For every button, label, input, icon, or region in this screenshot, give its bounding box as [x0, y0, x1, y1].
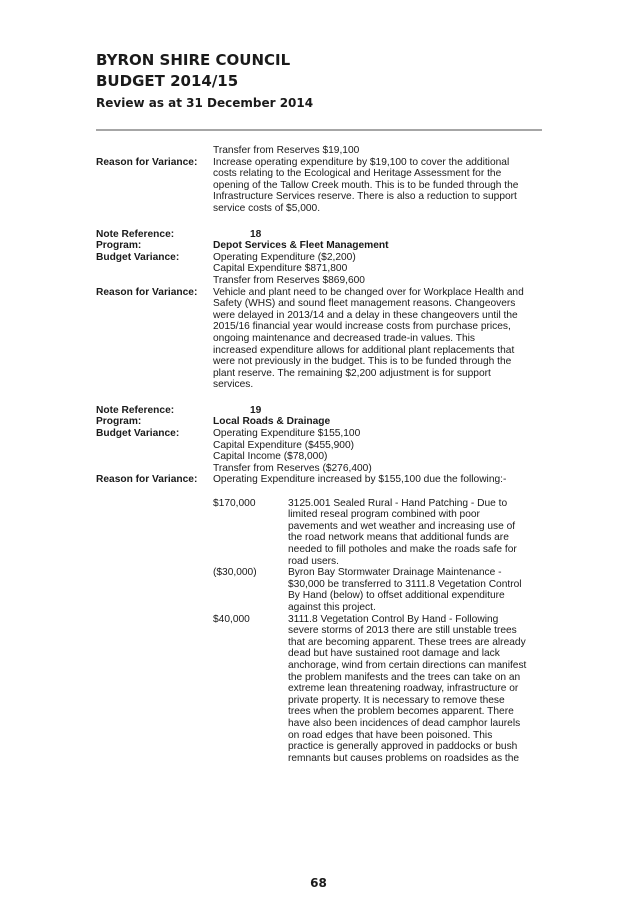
note19-reason-row	[96, 474, 546, 486]
note18-budget-row	[96, 252, 546, 287]
note18-program: Depot Services & Fleet Management	[213, 240, 389, 252]
council-title: BYRON SHIRE COUNCIL	[96, 51, 291, 69]
document-body	[96, 145, 546, 764]
item-amount: $170,000	[213, 497, 256, 509]
variance-items-list	[213, 498, 546, 765]
list-item	[213, 614, 546, 765]
document-header	[96, 50, 313, 112]
top-reason-row	[96, 157, 546, 215]
note18-program-row	[96, 240, 546, 252]
note19-program-row	[96, 416, 546, 428]
note18-reason: Vehicle and plant need to be changed over for Workplace Health and Safety (WHS) and sound fleet management reasons. Changeovers were delayed in 2013/14 and a delay in these changeovers until the 2015/16 financial year would increase costs from purchase prices, ongoing maintenance and decreased trade-in values. This increased expenditure allows for additional plant replacements that were not previously in the budget. This is to be funded through the plant reserve. The remaining $2,200 adjustment is for support services.	[213, 286, 524, 391]
reason-label: Reason for Variance:	[96, 286, 198, 298]
note18-reason-row	[96, 287, 546, 391]
header-divider	[96, 129, 542, 131]
top-reason-text: Increase operating expenditure by $19,100 to cover the additional costs relating to the Ecological and Heritage Assessment for the opening of the Tallow Creek mouth. This is to be funded through the Infrastructure Services reserve. There is also a reduction to support service costs of $5,000.	[213, 156, 519, 214]
note-reference-label: Note Reference:	[96, 404, 175, 416]
note19-reason: Operating Expenditure increased by $155,100 due the following:-	[213, 474, 507, 486]
item-description: 3111.8 Vegetation Control By Hand - Following severe storms of 2013 there are still unstable trees that are becoming apparent. These trees are already dead but have sustained root damage and lack anchorage, wind from certain directions can manifest the problem manifests and the trees can take on an extreme lean threatening roadway, infrastructure or private property. It is necessary to remove these trees when the problem becomes apparent. There have also been incidences of dead camphor laurels on road edges that have been poisoned. This practice is generally approved in paddocks or bush remnants but causes problems on roadsides as the	[288, 613, 527, 764]
item-amount: $40,000	[213, 613, 250, 625]
program-label: Program:	[96, 240, 142, 252]
note19-budget-variance: Operating Expenditure $155,100 Capital Expenditure ($455,900) Capital Income ($78,000) Transfer from Reserves ($276,400)	[213, 428, 372, 474]
item-description: Byron Bay Stormwater Drainage Maintenance - $30,000 be transferred to 3111.8 Vegetation Control By Hand (below) to offset additional expenditure against this project.	[288, 567, 522, 613]
top-transfer-row	[96, 145, 546, 157]
page-number: 68	[310, 876, 327, 890]
budget-variance-label: Budget Variance:	[96, 428, 180, 440]
reason-label: Reason for Variance:	[96, 474, 198, 486]
top-transfer: Transfer from Reserves $19,100	[213, 145, 360, 156]
program-label: Program:	[96, 416, 142, 428]
item-description: 3125.001 Sealed Rural - Hand Patching - Due to limited reseal program combined with poor pavements and wet weather and increasing use of the road network means that additional funds are needed to fill potholes and make the roads safe for road users.	[288, 497, 517, 567]
note-reference-label: Note Reference:	[96, 228, 175, 240]
note19-budget-row	[96, 428, 546, 474]
budget-title: BUDGET 2014/15	[96, 72, 239, 90]
note19-number: 19	[250, 404, 262, 416]
note18-number: 18	[250, 228, 262, 240]
note18-reference-row	[96, 229, 546, 241]
budget-variance-label: Budget Variance:	[96, 251, 180, 263]
list-item	[213, 567, 546, 613]
review-subtitle: Review as at 31 December 2014	[96, 96, 314, 110]
reason-label: Reason for Variance:	[96, 156, 198, 168]
list-item	[213, 498, 546, 568]
note19-reference-row	[96, 405, 546, 417]
note18-budget-variance: Operating Expenditure ($2,200) Capital Expenditure $871,800 Transfer from Reserves $869,600	[213, 251, 365, 286]
note19-program: Local Roads & Drainage	[213, 416, 331, 428]
item-amount: ($30,000)	[213, 567, 257, 579]
